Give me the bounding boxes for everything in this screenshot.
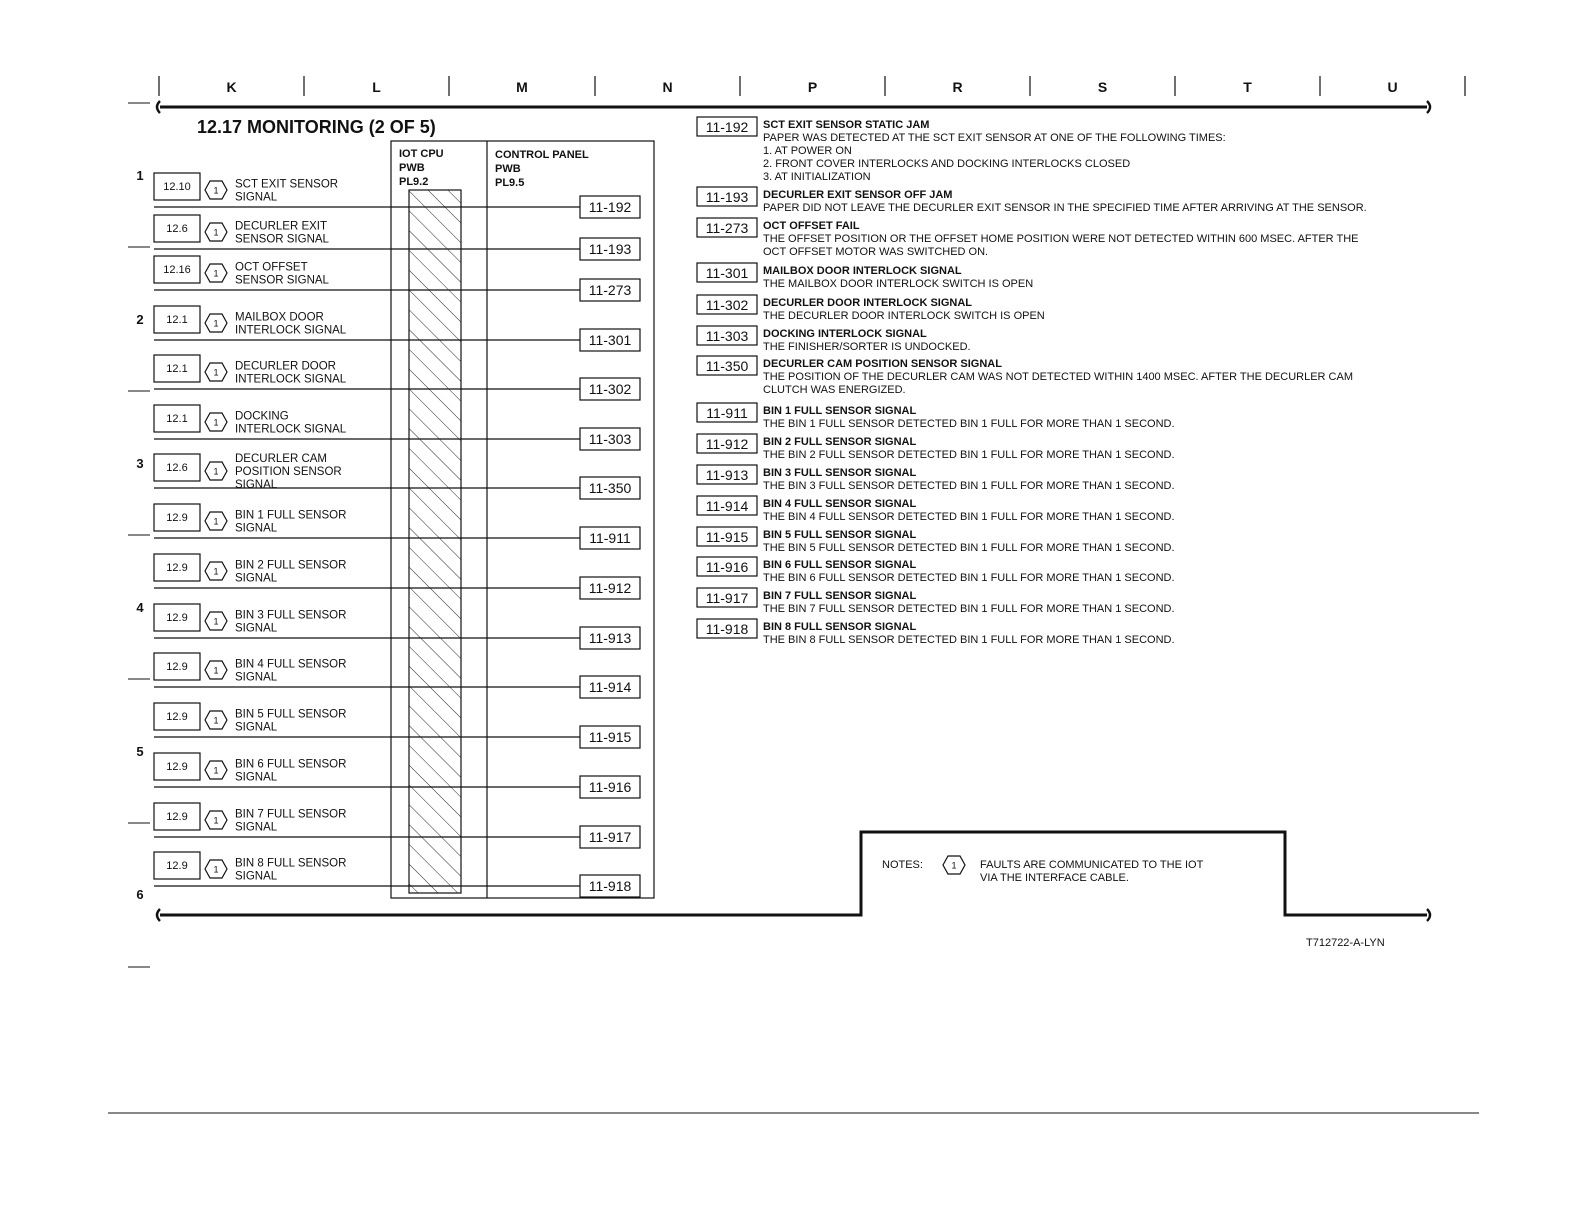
fault-description: THE MAILBOX DOOR INTERLOCK SWITCH IS OPEN <box>763 278 1034 290</box>
fault-code: 11-303 <box>588 431 632 447</box>
signal-row <box>154 554 640 599</box>
fault-title: DECURLER EXIT SENSOR OFF JAM <box>763 189 953 201</box>
note-symbol: 1 <box>213 367 219 378</box>
fault-description: 1. AT POWER ON <box>763 145 852 157</box>
grid-column-label: P <box>807 79 818 95</box>
fault-code: 11-350 <box>588 480 632 496</box>
signal-row <box>154 453 640 499</box>
reference-number: 12.9 <box>166 612 188 624</box>
document-id: T712722-A-LYN <box>1306 937 1385 949</box>
fault-code: 11-273 <box>588 282 632 298</box>
fault-code: 11-273 <box>705 220 749 236</box>
grid-row-label: 3 <box>136 456 144 471</box>
fault-title: DECURLER DOOR INTERLOCK SIGNAL <box>763 297 972 309</box>
signal-label: DOCKING <box>235 410 289 423</box>
fault-description: THE BIN 7 FULL SENSOR DETECTED BIN 1 FULL FOR MORE THAN 1 SECOND. <box>763 603 1175 615</box>
fault-code: 11-913 <box>705 467 749 483</box>
grid-column-header <box>159 76 1465 96</box>
fault-entry <box>697 187 1367 214</box>
fault-description: THE BIN 5 FULL SENSOR DETECTED BIN 1 FULL FOR MORE THAN 1 SECOND. <box>763 542 1175 554</box>
signal-row <box>154 753 640 798</box>
fault-code: 11-914 <box>588 679 632 695</box>
fault-entry <box>697 496 1175 523</box>
signal-label: SIGNAL <box>235 572 278 585</box>
fault-description: CLUTCH WAS ENERGIZED. <box>763 384 906 396</box>
fault-entry <box>697 403 1175 430</box>
fault-code: 11-917 <box>588 829 632 845</box>
signal-rows <box>154 173 640 897</box>
signal-label: SIGNAL <box>235 191 278 204</box>
note-line-2: VIA THE INTERFACE CABLE. <box>980 872 1129 884</box>
note-symbol: 1 <box>213 417 219 428</box>
signal-row <box>154 653 640 698</box>
signal-row <box>154 604 640 649</box>
iot-cpu-header-line-3: PL9.2 <box>399 176 429 188</box>
fault-code: 11-914 <box>705 498 749 514</box>
signal-label: SIGNAL <box>235 671 278 684</box>
grid-column-label: T <box>1243 79 1252 95</box>
fault-entry <box>697 218 1359 258</box>
signal-label: INTERLOCK SIGNAL <box>235 373 347 386</box>
fault-code: 11-911 <box>589 530 631 546</box>
signal-label: SIGNAL <box>235 522 278 535</box>
fault-code: 11-193 <box>705 189 749 205</box>
fault-code: 11-193 <box>588 241 632 257</box>
fault-code: 11-916 <box>705 559 749 575</box>
fault-description: PAPER DID NOT LEAVE THE DECURLER EXIT SENSOR IN THE SPECIFIED TIME AFTER ARRIVING AT THE SENSOR. <box>763 202 1367 214</box>
fault-code: 11-302 <box>588 381 632 397</box>
signal-label: OCT OFFSET <box>235 261 308 274</box>
reference-number: 12.6 <box>166 223 188 235</box>
grid-column-label: M <box>516 79 528 95</box>
fault-description: 3. AT INITIALIZATION <box>763 171 871 183</box>
fault-title: DECURLER CAM POSITION SENSOR SIGNAL <box>763 358 1002 370</box>
grid-column-label: U <box>1387 79 1398 95</box>
grid-column-label: S <box>1097 79 1108 95</box>
signal-label: SIGNAL <box>235 721 278 734</box>
reference-number: 12.9 <box>166 661 188 673</box>
fault-code: 11-912 <box>705 436 749 452</box>
note-symbol: 1 <box>213 318 219 329</box>
fault-entry <box>697 465 1175 492</box>
fault-code: 11-192 <box>588 199 632 215</box>
grid-row-label: 4 <box>136 600 144 615</box>
signal-label: DECURLER CAM <box>235 453 328 465</box>
fault-description: THE BIN 3 FULL SENSOR DETECTED BIN 1 FULL FOR MORE THAN 1 SECOND. <box>763 480 1175 492</box>
fault-entry <box>697 117 1226 183</box>
fault-title: BIN 5 FULL SENSOR SIGNAL <box>763 529 917 541</box>
signal-label: INTERLOCK SIGNAL <box>235 324 347 337</box>
note-symbol: 1 <box>213 466 219 477</box>
note-symbol: 1 <box>213 815 219 826</box>
signal-label: BIN 3 FULL SENSOR <box>235 609 347 622</box>
signal-label: INTERLOCK SIGNAL <box>235 423 347 436</box>
grid-row-label: 2 <box>136 312 144 327</box>
notes-block <box>882 856 1204 884</box>
signal-label: SIGNAL <box>235 622 278 635</box>
fault-code: 11-918 <box>588 878 632 894</box>
grid-column-label: N <box>662 79 673 95</box>
fault-code: 11-918 <box>705 621 749 637</box>
fault-title: BIN 8 FULL SENSOR SIGNAL <box>763 621 917 633</box>
fault-description: THE BIN 8 FULL SENSOR DETECTED BIN 1 FULL FOR MORE THAN 1 SECOND. <box>763 634 1175 646</box>
reference-number: 12.1 <box>166 413 188 425</box>
page-title: 12.17 MONITORING (2 OF 5) <box>197 117 436 137</box>
signal-label: MAILBOX DOOR <box>235 311 324 324</box>
signal-row <box>154 405 640 450</box>
reference-number: 12.9 <box>166 512 188 524</box>
iot-cpu-header-line-2: PWB <box>399 162 425 174</box>
reference-number: 12.9 <box>166 860 188 872</box>
signal-label: SIGNAL <box>235 870 278 883</box>
fault-entry <box>697 263 1033 290</box>
fault-title: BIN 1 FULL SENSOR SIGNAL <box>763 405 917 417</box>
reference-number: 12.16 <box>163 264 191 276</box>
fault-description: 2. FRONT COVER INTERLOCKS AND DOCKING INTERLOCKS CLOSED <box>763 158 1131 170</box>
fault-description: THE FINISHER/SORTER IS UNDOCKED. <box>763 341 971 353</box>
signal-label: POSITION SENSOR <box>235 466 342 478</box>
iot-cpu-header-line-1: IOT CPU <box>399 148 444 160</box>
fault-description: PAPER WAS DETECTED AT THE SCT EXIT SENSOR AT ONE OF THE FOLLOWING TIMES: <box>763 132 1226 144</box>
control-panel-header-line-3: PL9.5 <box>495 177 525 189</box>
fault-description: THE BIN 4 FULL SENSOR DETECTED BIN 1 FULL FOR MORE THAN 1 SECOND. <box>763 511 1175 523</box>
fault-title: SCT EXIT SENSOR STATIC JAM <box>763 119 930 131</box>
fault-entry <box>697 434 1175 461</box>
signal-label: BIN 6 FULL SENSOR <box>235 758 347 771</box>
fault-entry <box>697 356 1353 396</box>
signal-label: SENSOR SIGNAL <box>235 274 329 287</box>
fault-code: 11-301 <box>588 332 632 348</box>
grid-row-labels <box>128 103 150 967</box>
note-line-1: FAULTS ARE COMMUNICATED TO THE IOT <box>980 859 1204 871</box>
signal-row <box>154 355 640 400</box>
fault-description: THE OFFSET POSITION OR THE OFFSET HOME POSITION WERE NOT DETECTED WITHIN 600 MSEC. AFTER THE <box>763 233 1359 245</box>
fault-entry <box>697 619 1175 646</box>
grid-column-label: L <box>372 79 381 95</box>
signal-label: SIGNAL <box>235 821 278 834</box>
fault-title: DOCKING INTERLOCK SIGNAL <box>763 328 927 340</box>
signal-row <box>154 703 640 748</box>
fault-description: THE BIN 6 FULL SENSOR DETECTED BIN 1 FULL FOR MORE THAN 1 SECOND. <box>763 572 1175 584</box>
reference-number: 12.9 <box>166 811 188 823</box>
fault-title: BIN 7 FULL SENSOR SIGNAL <box>763 590 917 602</box>
fault-title: BIN 6 FULL SENSOR SIGNAL <box>763 559 917 571</box>
signal-label: BIN 4 FULL SENSOR <box>235 658 347 671</box>
signal-row <box>154 803 640 848</box>
fault-entry <box>697 588 1175 615</box>
fault-entry <box>697 326 971 353</box>
fault-entry <box>697 527 1175 554</box>
grid-column-label: R <box>952 79 963 95</box>
fault-code: 11-916 <box>588 779 632 795</box>
fault-code: 11-303 <box>705 328 749 344</box>
fault-title: BIN 4 FULL SENSOR SIGNAL <box>763 498 917 510</box>
fault-title: BIN 2 FULL SENSOR SIGNAL <box>763 436 917 448</box>
fault-code: 11-913 <box>588 630 632 646</box>
fault-code: 11-302 <box>705 297 749 313</box>
fault-entry <box>697 295 1045 322</box>
note-symbol: 1 <box>213 268 219 279</box>
signal-label: BIN 2 FULL SENSOR <box>235 559 347 572</box>
fault-title: MAILBOX DOOR INTERLOCK SIGNAL <box>763 265 962 277</box>
fault-code: 11-915 <box>588 729 632 745</box>
note-symbol: 1 <box>213 516 219 527</box>
reference-number: 12.10 <box>163 181 191 193</box>
note-symbol: 1 <box>213 185 219 196</box>
signal-row <box>154 306 640 351</box>
signal-label: BIN 5 FULL SENSOR <box>235 708 347 721</box>
signal-label: BIN 7 FULL SENSOR <box>235 808 347 821</box>
fault-code: 11-350 <box>705 358 749 374</box>
grid-row-label: 1 <box>136 168 144 183</box>
control-panel-header-line-2: PWB <box>495 163 521 175</box>
fault-code: 11-911 <box>706 405 748 421</box>
note-symbol: 1 <box>213 864 219 875</box>
signal-label: BIN 1 FULL SENSOR <box>235 509 347 522</box>
signal-row <box>154 215 640 260</box>
note-symbol: 1 <box>213 715 219 726</box>
control-panel-header-line-1: CONTROL PANEL <box>495 149 589 161</box>
fault-description: THE BIN 1 FULL SENSOR DETECTED BIN 1 FULL FOR MORE THAN 1 SECOND. <box>763 418 1175 430</box>
signal-label: SIGNAL <box>235 771 278 784</box>
reference-number: 12.9 <box>166 562 188 574</box>
note-symbol: 1 <box>213 566 219 577</box>
signal-label: SCT EXIT SENSOR <box>235 178 339 191</box>
fault-description: THE DECURLER DOOR INTERLOCK SWITCH IS OPEN <box>763 310 1045 322</box>
fault-title: BIN 3 FULL SENSOR SIGNAL <box>763 467 917 479</box>
note-symbol: 1 <box>213 616 219 627</box>
signal-row <box>154 173 640 218</box>
signal-label: SENSOR SIGNAL <box>235 233 329 246</box>
fault-code: 11-917 <box>705 590 749 606</box>
signal-row <box>154 256 640 301</box>
note-symbol: 1 <box>213 227 219 238</box>
fault-code: 11-912 <box>588 580 632 596</box>
grid-column-label: K <box>226 79 237 95</box>
note-symbol: 1 <box>213 765 219 776</box>
notes-label: NOTES: <box>882 859 923 871</box>
reference-number: 12.9 <box>166 711 188 723</box>
note-symbol: 1 <box>213 665 219 676</box>
signal-row <box>154 504 640 549</box>
signal-label: SIGNAL <box>235 479 278 491</box>
fault-code: 11-192 <box>705 119 749 135</box>
reference-number: 12.1 <box>166 363 188 375</box>
fault-code: 11-301 <box>705 265 749 281</box>
fault-description: THE BIN 2 FULL SENSOR DETECTED BIN 1 FULL FOR MORE THAN 1 SECOND. <box>763 449 1175 461</box>
signal-label: BIN 8 FULL SENSOR <box>235 857 347 870</box>
fault-entry <box>697 557 1175 584</box>
fault-code: 11-915 <box>705 529 749 545</box>
grid-row-label: 6 <box>136 887 144 902</box>
fault-description: OCT OFFSET MOTOR WAS SWITCHED ON. <box>763 246 989 258</box>
fault-title: OCT OFFSET FAIL <box>763 220 860 232</box>
fault-description: THE POSITION OF THE DECURLER CAM WAS NOT DETECTED WITHIN 1400 MSEC. AFTER THE DECURLER CAM <box>763 371 1353 383</box>
fault-list <box>697 117 1367 646</box>
reference-number: 12.6 <box>166 462 188 474</box>
grid-row-label: 5 <box>136 744 144 759</box>
signal-row <box>154 852 640 897</box>
signal-label: DECURLER EXIT <box>235 220 328 233</box>
note-symbol: 1 <box>951 860 957 871</box>
reference-number: 12.1 <box>166 314 188 326</box>
signal-label: DECURLER DOOR <box>235 360 336 373</box>
reference-number: 12.9 <box>166 761 188 773</box>
